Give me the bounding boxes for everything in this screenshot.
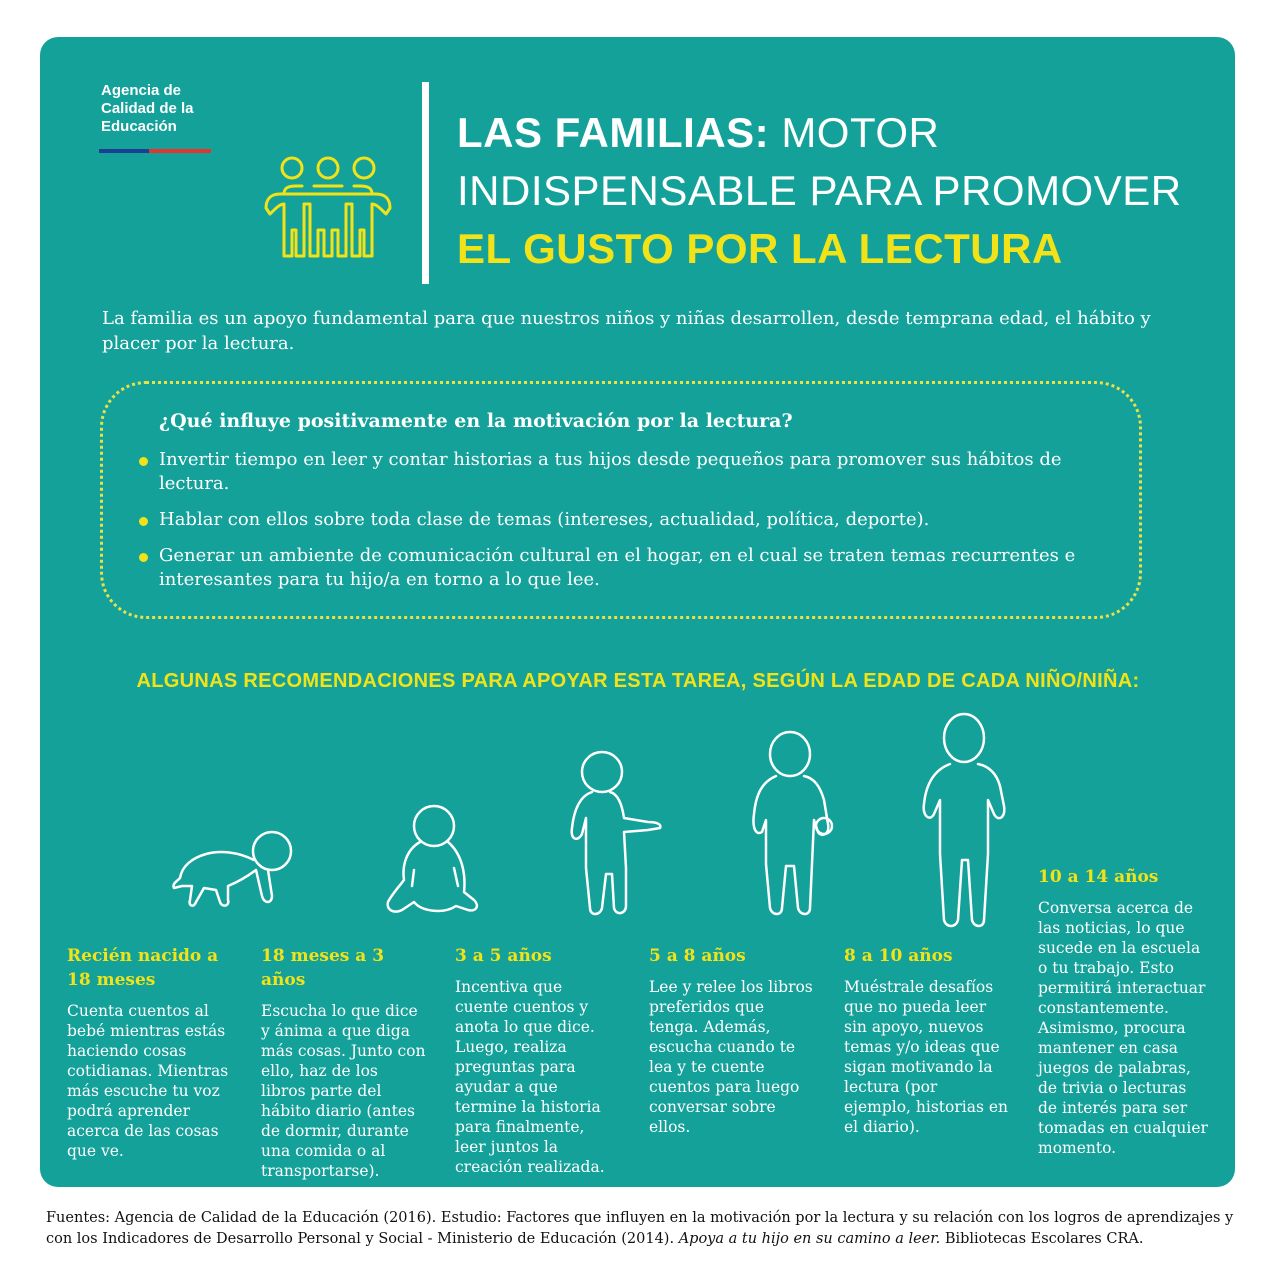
sources-text: Fuentes: Agencia de Calidad de la Educación (2016). Estudio: Factores que influyen en la motivación por la lectura y su relación con los logros de aprendizajes y con los Indicadores de Desarrollo Personal y Social - Ministerio de Educación (2014). bbox=[46, 1210, 1234, 1247]
title-line2: INDISPENSABLE PARA PROMOVER bbox=[457, 167, 1182, 214]
age-column-3 bbox=[649, 944, 814, 1137]
sources-italic-title: Apoya a tu hijo en su camino a leer. bbox=[678, 1231, 941, 1247]
title-line3: EL GUSTO POR LA LECTURA bbox=[457, 225, 1063, 272]
motivation-bullet: Generar un ambiente de comunicación cultural en el hogar, en el cual se traten temas recurrentes e interesantes para tu hijo/a en torno a lo que lee. bbox=[159, 544, 1109, 592]
motivation-bullet: Invertir tiempo en leer y contar historias a tus hijos desde pequeños para promover sus hábitos de lectura. bbox=[159, 448, 1109, 496]
age-title: 3 a 5 años bbox=[455, 946, 552, 966]
family-icon bbox=[262, 152, 394, 264]
age-column-2 bbox=[455, 944, 620, 1177]
age-title: 18 meses a 3 años bbox=[261, 946, 385, 990]
age-title: 5 a 8 años bbox=[649, 946, 746, 966]
age-text: Cuenta cuentos al bebé mientras estás haciendo cosas cotidianas. Mientras más escuche tu voz podrá aprender acerca de las cosas que ve. bbox=[67, 1002, 229, 1160]
age-column-1 bbox=[261, 944, 426, 1181]
age-column-0 bbox=[67, 944, 232, 1161]
age-text: Lee y relee los libros preferidos que tenga. Además, escucha cuando te lea y te cuente cuentos para luego conversar sobre ellos. bbox=[649, 978, 813, 1136]
age-title: 8 a 10 años bbox=[844, 946, 953, 966]
motivation-list bbox=[159, 448, 1109, 604]
standing-child-8-10-icon bbox=[920, 710, 1010, 932]
crawling-baby-icon bbox=[168, 826, 298, 910]
title-divider bbox=[422, 82, 429, 284]
age-title: 10 a 14 años bbox=[1038, 867, 1159, 887]
standing-child-3-5-icon bbox=[568, 748, 664, 920]
sources-text-end: Bibliotecas Escolares CRA. bbox=[940, 1231, 1144, 1247]
age-text: Escucha lo que dice y ánima a que diga más cosas. Junto con ello, haz de los libros parte del hábito diario (antes de dormir, durante una comida o al transportarse). bbox=[261, 1002, 426, 1180]
page-title bbox=[457, 104, 1237, 278]
sitting-toddler-icon bbox=[384, 802, 482, 918]
intro-paragraph: La familia es un apoyo fundamental para que nuestros niños y niñas desarrollen, desde temprana edad, el hábito y placer por la lectura. bbox=[102, 308, 1151, 354]
age-title: Recién nacido a 18 meses bbox=[67, 946, 219, 990]
agency-logo-bar bbox=[99, 149, 211, 153]
sources-footnote bbox=[46, 1208, 1236, 1250]
title-line1-bold: LAS FAMILIAS: bbox=[457, 109, 770, 156]
age-text: Incentiva que cuente cuentos y anota lo que dice. Luego, realiza preguntas para ayudar a que termine la historia para finalmente, leer juntos la creación realizada. bbox=[455, 978, 605, 1176]
standing-child-5-8-icon bbox=[748, 728, 840, 920]
agency-logo-text: Agencia de Calidad de la Educación bbox=[101, 82, 194, 135]
age-text: Conversa acerca de las noticias, lo que sucede en la escuela o tu trabajo. Esto permitirá interactuar constantemente. Asimismo, procura mantener en casa juegos de palabras, de trivia o lecturas de interés para ser tomadas en cualquier momento. bbox=[1038, 899, 1208, 1157]
title-line1-thin: MOTOR bbox=[769, 109, 940, 156]
age-column-5 bbox=[1038, 865, 1210, 1158]
motivation-question: ¿Qué influye positivamente en la motivación por la lectura? bbox=[159, 410, 793, 432]
age-text: Muéstrale desafíos que no pueda leer sin apoyo, nuevos temas y/o ideas que sigan motivando la lectura (por ejemplo, historias en el diario). bbox=[844, 978, 1009, 1136]
motivation-bullet: Hablar con ellos sobre toda clase de temas (intereses, actualidad, política, deporte). bbox=[159, 508, 1109, 532]
recommendations-heading: ALGUNAS RECOMENDACIONES PARA APOYAR ESTA TAREA, SEGÚN LA EDAD DE CADA NIÑO/NIÑA: bbox=[136, 670, 1140, 692]
age-column-4 bbox=[844, 944, 1009, 1137]
